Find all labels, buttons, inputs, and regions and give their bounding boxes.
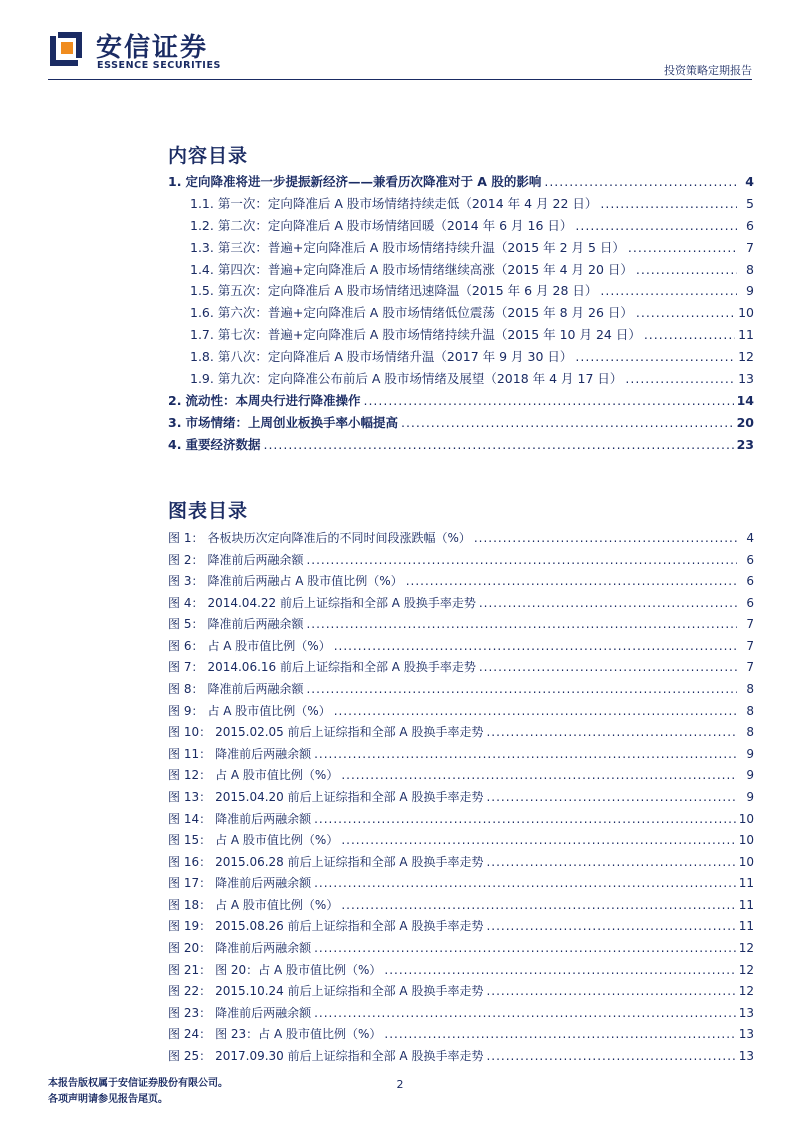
figure-page: 10 bbox=[738, 854, 754, 869]
toc-entry-text: 市场情绪：上周创业板换手率小幅提高 bbox=[185, 414, 398, 430]
leader-dots bbox=[384, 960, 735, 982]
figure-page: 7 bbox=[746, 660, 754, 675]
figure-caption: 2014.06.16 前后上证综指和全部 A 股换手率走势 bbox=[207, 660, 476, 675]
figure-entry[interactable] bbox=[168, 1046, 754, 1068]
figure-page: 13 bbox=[738, 1027, 754, 1042]
figure-label: 图 6： bbox=[168, 638, 204, 653]
leader-dots bbox=[486, 722, 737, 744]
figure-caption: 2015.06.28 前后上证综指和全部 A 股换手率走势 bbox=[215, 854, 484, 869]
figure-caption: 降准前后两融余额 bbox=[215, 746, 312, 761]
figure-label: 图 22： bbox=[168, 984, 212, 999]
figure-entry[interactable] bbox=[168, 744, 754, 766]
figure-page: 8 bbox=[746, 682, 754, 697]
toc-list bbox=[168, 171, 754, 456]
figure-page: 13 bbox=[738, 1048, 754, 1063]
figure-entry[interactable] bbox=[168, 614, 754, 636]
toc-entry-number: 1.5. bbox=[190, 283, 214, 299]
toc-entry-text: 定向降准将进一步提振新经济——兼看历次降准对于 A 股的影响 bbox=[185, 174, 542, 189]
figure-caption: 占 A 股市值比例（%） bbox=[215, 833, 339, 848]
figure-page: 6 bbox=[746, 574, 754, 589]
leader-dots bbox=[341, 895, 735, 917]
toc-entry-page: 12 bbox=[738, 349, 754, 365]
toc-entry-page: 20 bbox=[736, 414, 754, 430]
toc-entry-text: 第一次：定向降准后 A 股市场情绪持续走低（2014 年 4 月 22 日） bbox=[217, 195, 598, 211]
figure-entry[interactable] bbox=[168, 571, 754, 593]
figure-entry[interactable] bbox=[168, 830, 754, 852]
figure-page: 7 bbox=[746, 638, 754, 653]
figure-page: 9 bbox=[746, 768, 754, 783]
essence-logo-icon bbox=[48, 30, 84, 68]
figure-entry[interactable] bbox=[168, 916, 754, 938]
leader-dots bbox=[334, 701, 737, 723]
leader-dots bbox=[575, 215, 737, 237]
leader-dots bbox=[636, 259, 737, 281]
toc-entry[interactable] bbox=[168, 259, 754, 281]
leader-dots bbox=[401, 412, 734, 434]
toc-entry[interactable] bbox=[168, 412, 754, 434]
toc-entry-number: 1.3. bbox=[190, 239, 214, 255]
report-type-label: 投资策略定期报告 bbox=[664, 64, 752, 77]
figure-caption: 2015.02.05 前后上证综指和全部 A 股换手率走势 bbox=[215, 725, 484, 740]
figure-page: 8 bbox=[746, 725, 754, 740]
figure-label: 图 17： bbox=[168, 876, 212, 891]
logo-english-name: ESSENCE SECURITIES bbox=[97, 60, 221, 71]
figure-page: 12 bbox=[738, 940, 754, 955]
leader-dots bbox=[314, 1003, 736, 1025]
toc-entry-page: 14 bbox=[736, 392, 754, 408]
toc-entry[interactable] bbox=[168, 390, 754, 412]
toc-entry-text: 第四次：普遍+定向降准后 A 股市场情绪继续高涨（2015 年 4 月 20 日） bbox=[217, 261, 633, 277]
toc-entry-number: 4. bbox=[168, 436, 182, 452]
leader-dots bbox=[575, 346, 735, 368]
figure-entry[interactable] bbox=[168, 528, 754, 550]
toc-entry-text: 第九次：定向降准公布前后 A 股市场情绪及展望（2018 年 4 月 17 日） bbox=[217, 371, 623, 387]
figure-page: 6 bbox=[746, 595, 754, 610]
figure-caption: 占 A 股市值比例（%） bbox=[207, 703, 331, 718]
figure-caption: 占 A 股市值比例（%） bbox=[215, 897, 339, 912]
figure-page: 8 bbox=[746, 703, 754, 718]
leader-dots bbox=[334, 636, 737, 658]
figure-label: 图 1： bbox=[168, 531, 204, 545]
toc-entry-number: 1.9. bbox=[190, 371, 214, 387]
figure-entry[interactable] bbox=[168, 636, 754, 658]
figure-caption: 2014.04.22 前后上证综指和全部 A 股换手率走势 bbox=[207, 595, 476, 610]
toc-entry-page: 4 bbox=[745, 174, 754, 189]
figure-label: 图 5： bbox=[168, 617, 204, 632]
figure-caption: 占 A 股市值比例（%） bbox=[207, 638, 331, 653]
header-divider bbox=[48, 79, 752, 80]
leader-dots bbox=[314, 744, 737, 766]
toc-entry[interactable] bbox=[168, 324, 754, 346]
figure-label: 图 13： bbox=[168, 789, 212, 804]
figure-entry[interactable] bbox=[168, 1003, 754, 1025]
figure-caption: 2015.10.24 前后上证综指和全部 A 股换手率走势 bbox=[215, 984, 484, 999]
toc-entry-number: 2. bbox=[168, 392, 182, 408]
toc-entry[interactable] bbox=[168, 434, 754, 456]
figure-page: 11 bbox=[738, 919, 754, 934]
figure-page: 4 bbox=[746, 531, 754, 545]
figure-entry[interactable] bbox=[168, 809, 754, 831]
figure-caption: 2015.04.20 前后上证综指和全部 A 股换手率走势 bbox=[215, 789, 484, 804]
figure-page: 12 bbox=[738, 984, 754, 999]
toc-entry[interactable] bbox=[168, 171, 754, 193]
leader-dots bbox=[486, 852, 735, 874]
toc-entry-number: 1.4. bbox=[190, 261, 214, 277]
leader-dots bbox=[306, 550, 737, 572]
leader-dots bbox=[306, 614, 737, 636]
figure-label: 图 10： bbox=[168, 725, 212, 740]
toc-entry-text: 第六次：普遍+定向降准后 A 股市场情绪低位震荡（2015 年 8 月 26 日） bbox=[217, 305, 633, 321]
leader-dots bbox=[644, 324, 735, 346]
leader-dots bbox=[263, 434, 733, 456]
toc-entry[interactable] bbox=[168, 302, 754, 324]
figure-entry[interactable] bbox=[168, 960, 754, 982]
figure-entry[interactable] bbox=[168, 701, 754, 723]
figure-label: 图 3： bbox=[168, 574, 204, 589]
figure-page: 10 bbox=[738, 811, 754, 826]
figure-label: 图 4： bbox=[168, 595, 204, 610]
figure-entry[interactable] bbox=[168, 873, 754, 895]
figure-entry[interactable] bbox=[168, 1024, 754, 1046]
figure-caption: 图 20：占 A 股市值比例（%） bbox=[215, 962, 382, 977]
toc-entry-text: 第五次：定向降准后 A 股市场情绪迅速降温（2015 年 6 月 28 日） bbox=[217, 283, 598, 299]
footer-copyright: 本报告版权属于安信证券股份有限公司。 bbox=[48, 1078, 228, 1089]
figure-label: 图 2： bbox=[168, 552, 204, 567]
toc-entry-number: 3. bbox=[168, 414, 182, 430]
page-header bbox=[0, 0, 800, 80]
figure-label: 图 11： bbox=[168, 746, 212, 761]
leader-dots bbox=[544, 171, 737, 193]
figure-entry[interactable] bbox=[168, 895, 754, 917]
figure-page: 10 bbox=[738, 833, 754, 848]
figure-label: 图 18： bbox=[168, 897, 212, 912]
figure-caption: 降准前后两融占 A 股市值比例（%） bbox=[207, 574, 403, 589]
leader-dots bbox=[341, 830, 735, 852]
toc-entry-number: 1. bbox=[168, 174, 182, 189]
figure-page: 11 bbox=[738, 876, 754, 891]
leader-dots bbox=[486, 916, 735, 938]
figure-label: 图 16： bbox=[168, 854, 212, 869]
toc-entry-page: 13 bbox=[738, 371, 754, 387]
toc-entry-page: 10 bbox=[738, 305, 754, 321]
figure-caption: 2015.08.26 前后上证综指和全部 A 股换手率走势 bbox=[215, 919, 484, 934]
toc-entry-text: 第八次：定向降准后 A 股市场情绪升温（2017 年 9 月 30 日） bbox=[217, 349, 573, 365]
toc-entry-page: 9 bbox=[746, 283, 754, 299]
figure-page: 7 bbox=[746, 617, 754, 632]
logo-chinese-name: 安信证券 bbox=[96, 33, 209, 63]
figure-entry[interactable] bbox=[168, 787, 754, 809]
figures-title: 图表目录 bbox=[168, 500, 249, 522]
leader-dots bbox=[314, 809, 736, 831]
figure-label: 图 24： bbox=[168, 1027, 212, 1042]
figure-caption: 降准前后两融余额 bbox=[215, 1005, 312, 1020]
figure-caption: 降准前后两融余额 bbox=[215, 811, 312, 826]
figure-entry[interactable] bbox=[168, 550, 754, 572]
figure-caption: 降准前后两融余额 bbox=[207, 552, 304, 567]
toc-entry-page: 23 bbox=[736, 436, 754, 452]
toc-entry-text: 第七次：普遍+定向降准后 A 股市场情绪持续升温（2015 年 10 月 24 日） bbox=[217, 327, 641, 343]
figure-page: 6 bbox=[746, 552, 754, 567]
figure-entry[interactable] bbox=[168, 765, 754, 787]
toc-entry[interactable] bbox=[168, 215, 754, 237]
figure-label: 图 25： bbox=[168, 1048, 212, 1063]
toc-title: 内容目录 bbox=[168, 145, 249, 167]
figure-label: 图 23： bbox=[168, 1005, 212, 1020]
toc-entry[interactable] bbox=[168, 368, 754, 390]
figure-label: 图 9： bbox=[168, 703, 204, 718]
figure-label: 图 15： bbox=[168, 833, 212, 848]
figure-page: 13 bbox=[738, 1005, 754, 1020]
figure-caption: 2017.09.30 前后上证综指和全部 A 股换手率走势 bbox=[215, 1048, 484, 1063]
toc-entry-page: 11 bbox=[738, 327, 754, 343]
figure-label: 图 14： bbox=[168, 811, 212, 826]
toc-entry[interactable] bbox=[168, 280, 754, 302]
figure-entry[interactable] bbox=[168, 852, 754, 874]
footer-notice: 各项声明请参见报告尾页。 bbox=[48, 1094, 168, 1105]
leader-dots bbox=[479, 657, 737, 679]
figure-caption: 降准前后两融余额 bbox=[215, 876, 312, 891]
figure-caption: 降准前后两融余额 bbox=[207, 617, 304, 632]
leader-dots bbox=[600, 193, 737, 215]
figure-list bbox=[168, 528, 754, 1067]
figure-caption: 降准前后两融余额 bbox=[207, 682, 304, 697]
figure-entry[interactable] bbox=[168, 657, 754, 679]
leader-dots bbox=[341, 765, 737, 787]
toc-entry-text: 重要经济数据 bbox=[185, 436, 261, 452]
figure-entry[interactable] bbox=[168, 722, 754, 744]
figure-label: 图 21： bbox=[168, 962, 212, 977]
figure-entry[interactable] bbox=[168, 938, 754, 960]
toc-entry-number: 1.2. bbox=[190, 217, 214, 233]
figure-entry[interactable] bbox=[168, 981, 754, 1003]
leader-dots bbox=[314, 873, 736, 895]
toc-entry-text: 第二次：定向降准后 A 股市场情绪回暖（2014 年 6 月 16 日） bbox=[217, 217, 573, 233]
figure-page: 11 bbox=[738, 897, 754, 912]
toc-entry[interactable] bbox=[168, 346, 754, 368]
figure-page: 12 bbox=[738, 962, 754, 977]
leader-dots bbox=[625, 368, 735, 390]
leader-dots bbox=[486, 981, 735, 1003]
toc-entry-text: 第三次：普遍+定向降准后 A 股市场情绪持续升温（2015 年 2 月 5 日） bbox=[217, 239, 625, 255]
figure-label: 图 7： bbox=[168, 660, 204, 675]
leader-dots bbox=[600, 280, 737, 302]
leader-dots bbox=[406, 571, 737, 593]
leader-dots bbox=[306, 679, 737, 701]
leader-dots bbox=[384, 1024, 735, 1046]
leader-dots bbox=[486, 787, 737, 809]
toc-entry-page: 5 bbox=[746, 195, 754, 211]
figure-label: 图 19： bbox=[168, 919, 212, 934]
toc-entry-page: 7 bbox=[746, 239, 754, 255]
leader-dots bbox=[636, 302, 735, 324]
figure-entry[interactable] bbox=[168, 593, 754, 615]
toc-entry-page: 6 bbox=[746, 217, 754, 233]
leader-dots bbox=[363, 390, 733, 412]
figure-page: 9 bbox=[746, 789, 754, 804]
figure-caption: 图 23：占 A 股市值比例（%） bbox=[215, 1027, 382, 1042]
toc-entry-number: 1.8. bbox=[190, 349, 214, 365]
figure-page: 9 bbox=[746, 746, 754, 761]
toc-entry-number: 1.6. bbox=[190, 305, 214, 321]
page-number: 2 bbox=[396, 1078, 404, 1091]
leader-dots bbox=[479, 593, 737, 615]
leader-dots bbox=[314, 938, 736, 960]
figure-label: 图 12： bbox=[168, 768, 212, 783]
toc-entry[interactable] bbox=[168, 237, 754, 259]
figure-caption: 各板块历次定向降准后的不同时间段涨跌幅（%） bbox=[207, 531, 471, 545]
leader-dots bbox=[474, 528, 737, 550]
figure-label: 图 8： bbox=[168, 682, 204, 697]
figure-entry[interactable] bbox=[168, 679, 754, 701]
toc-entry-page: 8 bbox=[746, 261, 754, 277]
leader-dots bbox=[486, 1046, 735, 1068]
figure-caption: 占 A 股市值比例（%） bbox=[215, 768, 339, 783]
figure-label: 图 20： bbox=[168, 940, 212, 955]
toc-entry-text: 流动性：本周央行进行降准操作 bbox=[185, 392, 361, 408]
toc-entry[interactable] bbox=[168, 193, 754, 215]
toc-entry-number: 1.7. bbox=[190, 327, 214, 343]
toc-entry-number: 1.1. bbox=[190, 195, 214, 211]
figure-caption: 降准前后两融余额 bbox=[215, 940, 312, 955]
leader-dots bbox=[628, 237, 737, 259]
